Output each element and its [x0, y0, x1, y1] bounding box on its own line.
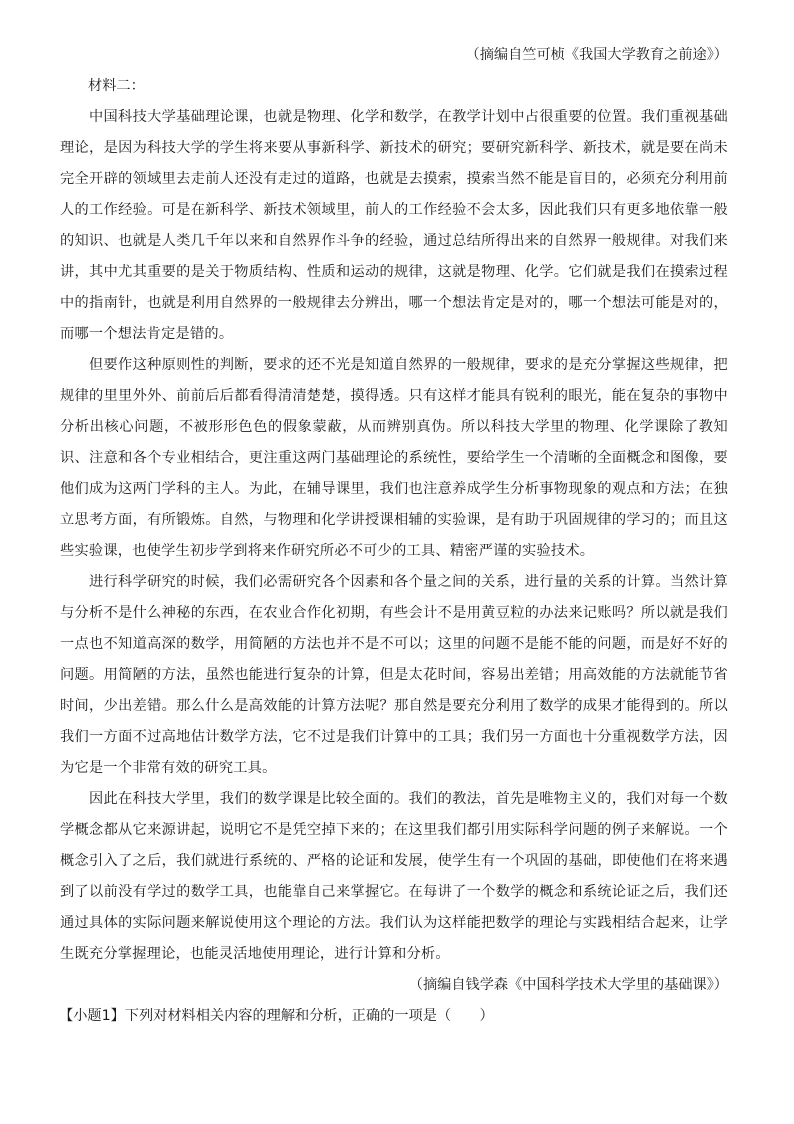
section-label: 材料二：	[88, 78, 145, 94]
paragraph-4: 因此在科技大学里，我们的数学课是比较全面的。我们的教法，首先是唯物主义的，我们对每一个数学概念都从它来源讲起，说明它不是凭空掉下来的；在这里我们都引用实际科学问题的例子来解说。一个概念引入了之后，我们就进行系统的、严格的论证和发展，使学生有一个巩固的基础，即使他们在将来遇到了以前没有学过的数学工具，也能靠自己来掌握它。在每讲了一个数学的概念和系统论证之后，我们还通过具体的实际问题来解说使用这个理论的方法。我们认为这样能把数学的理论与实践相结合起来，让学生既充分掌握理论，也能灵活地使用理论，进行计算和分析。	[60, 791, 728, 962]
source-citation-bottom: （摘编自钱学森《中国科学技术大学里的基础课》）	[408, 977, 728, 993]
source-citation-top: （摘编自竺可桢《我国大学教育之前途》）	[465, 47, 728, 63]
paragraph-3: 进行科学研究的时候，我们必需研究各个因素和各个量之间的关系，进行量的关系的计算。当然计算与分析不是什么神秘的东西，在农业合作化初期，有些会计不是用黄豆粒的办法来记账吗？所以就是我们一点也不知道高深的数学，用简陋的方法也并不是不可以；这里的问题不是能不能的问题，而是好不好的问题。用简陋的方法，虽然也能进行复杂的计算，但是太花时间，容易出差错；用高效能的方法就能节省时间，少出差错。那么什么是高效能的计算方法呢？那自然是要充分利用了数学的成果才能得到的。所以我们一方面不过高地估计数学方法，它不过是我们计算中的工具；我们另一方面也十分重视数学方法，因为它是一个非常有效的研究工具。	[60, 574, 728, 776]
paragraph-2: 但要作这种原则性的判断，要求的还不光是知道自然界的一般规律，要求的是充分掌握这些规律，把规律的里里外外、前前后后都看得清清楚楚，摸得透。只有这样才能具有锐利的眼光，能在复杂的事物中分析出核心问题，不被形形色色的假象蒙蔽，从而辨别真伪。所以科技大学里的物理、化学课除了教知识、注意和各个专业相结合，更注重这两门基础理论的系统性，要给学生一个清晰的全面概念和图像，要他们成为这两门学科的主人。为此，在辅导课里，我们也注意养成学生分析事物现象的观点和方法；在独立思考方面，有所锻炼。自然，与物理和化学讲授课相辅的实验课，是有助于巩固规律的学习的；而且这些实验课，也使学生初步学到将来作研究所必不可少的工具、精密严谨的实验技术。	[60, 357, 728, 559]
document-page	[60, 40, 728, 1032]
paragraph-1: 中国科技大学基础理论课，也就是物理、化学和数学，在教学计划中占很重要的位置。我们重视基础理论，是因为科技大学的学生将来要从事新科学、新技术的研究；要研究新科学、新技术，就是要在尚未完全开辟的领域里去走前人还没有走过的道路，也就是去摸索，摸索当然不能是盲目的，必须充分利用前人的工作经验。可是在新科学、新技术领域里，前人的工作经验不会太多，因此我们只有更多地依靠一般的知识、也就是人类几千年以来和自然界作斗争的经验，通过总结所得出来的自然界一般规律。对我们来讲，其中尤其重要的是关于物质结构、性质和运动的规律，这就是物理、化学。它们就是我们在摸索过程中的指南针，也就是利用自然界的一般规律去分辨出，哪一个想法肯定是对的，哪一个想法可能是对的，而哪一个想法肯定是错的。	[60, 109, 728, 342]
question-text: 【小题1】下列对材料相关内容的理解和分析，正确的一项是（ ）	[59, 1008, 494, 1024]
